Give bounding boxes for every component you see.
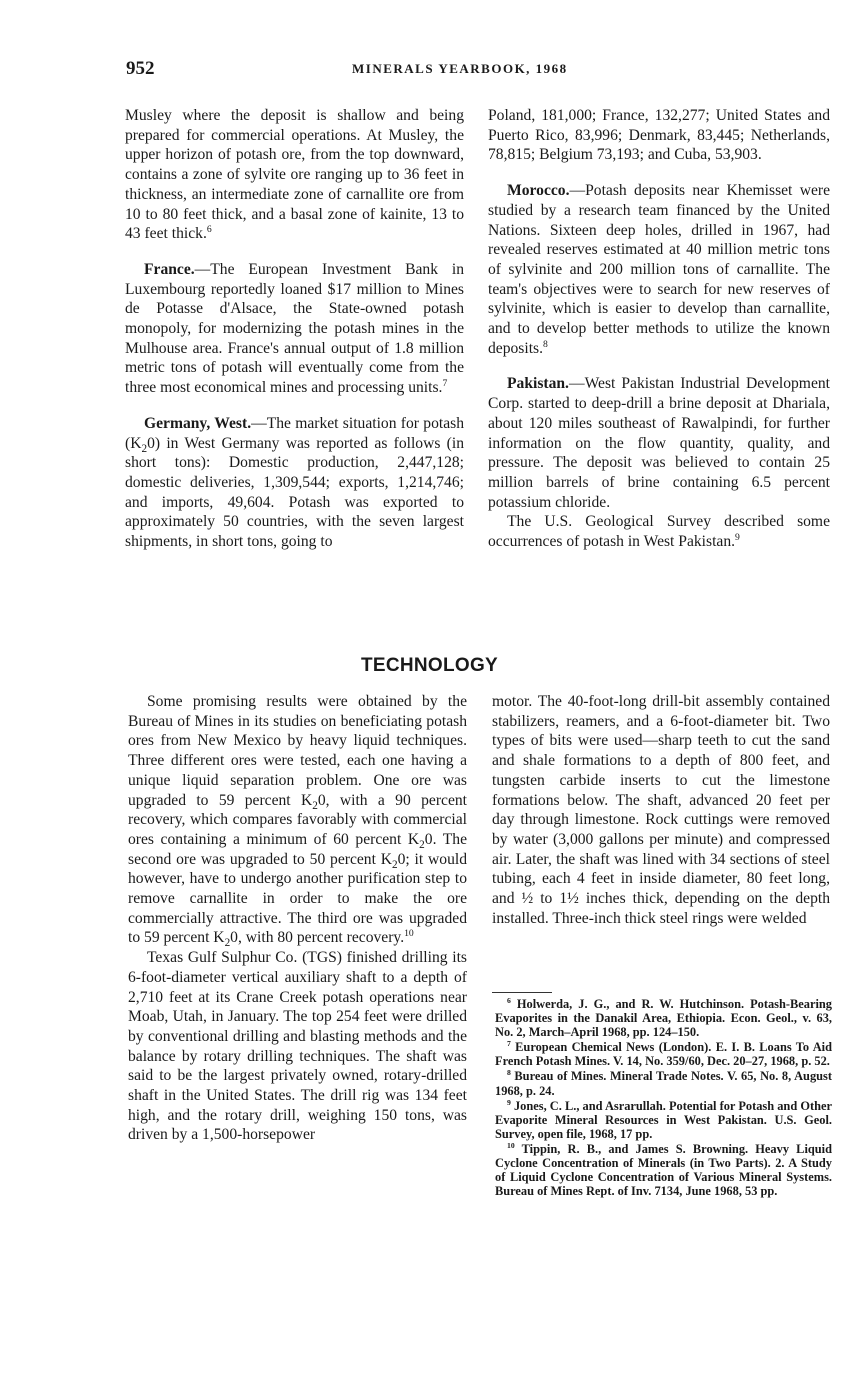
running-head: MINERALS YEARBOOK, 1968 (352, 61, 568, 76)
footnote-text: Tippin, R. B., and James S. Browning. Heavy Liquid Cyclone Concentration of Minerals (in Two Parts). 2. A Study of Liquid Cyclone Concentration of Various Mineral Systems. Bureau of Mines Rept. of Inv. 7134, June 1968, 53 pp. (495, 1141, 833, 1199)
footnote (495, 1142, 832, 1198)
country-heading-morocco: Morocco. (507, 182, 570, 200)
paragraph-continued: Poland, 181,000; France, 132,277; United States and Puerto Rico, 83,996; Denmark, 83,445; Netherlands, 78,815; Belgium 73,193; and Cuba, 53,903. (488, 107, 830, 164)
subscript: 2 (224, 937, 231, 950)
footnote-number: 6 (507, 995, 511, 1005)
footnote-number: 9 (507, 1097, 511, 1107)
paragraph-text: —Potash deposits near Khemisset were studied by a research team financed by the United Nations. Sixteen deep holes, drilled in 1967, had revealed reserves estimated at 40 million metric tons of sylvinite and 200 million tons of carnallite. The team's objectives were to search for new reserves of sylvinite, which is easier to develop than carnallite, and to develop better methods to utilize the known deposits. (488, 182, 830, 357)
paragraph-usgs (488, 512, 830, 551)
footnote-number: 10 (507, 1140, 515, 1150)
footnote (495, 1069, 832, 1097)
footnote-text: Bureau of Mines. Mineral Trade Notes. V. 65, No. 8, August 1968, p. 24. (495, 1069, 832, 1098)
paragraph-tgs: Texas Gulf Sulphur Co. (TGS) finished drilling its 6-foot-diameter vertical auxiliary shaft to a depth of 2,710 feet at its Crane Creek potash operations near Moab, Utah, in January. The top 254 feet were drilled by conventional drilling and blasting methods and the balance by rotary drilling techniques. The shaft was said to be the largest privately owned, rotary-drilled shaft in the United States. The drill rig was 134 feet high, and the rotary drill, weighing 150 tons, was driven by a 1,500-horsepower (128, 949, 467, 1144)
paragraph-text: 0; it would however, have to undergo another purification step to remove carnallite in order to make the ore commercially attractive. The third ore was upgraded to 59 percent K (128, 850, 468, 947)
footnote-ref: 10 (404, 928, 414, 940)
footnote (495, 997, 832, 1039)
paragraph-text: Some promising results were obtained by the Bureau of Mines in its studies on beneficiating potash ores from New Mexico by heavy liquid techniques. Three different ores were tested, each one having a unique liquid separation problem. One ore was upgraded to 59 percent K (128, 693, 467, 809)
footnote-ref: 6 (206, 224, 212, 236)
page-number: 952 (126, 58, 155, 79)
subscript: 2 (392, 858, 398, 871)
country-heading-pakistan: Pakistan. (507, 375, 569, 393)
paragraph-musley (125, 106, 464, 244)
footnote-number: 8 (507, 1068, 511, 1078)
paragraph-text: Musley where the deposit is shallow and being prepared for commercial operations. At Musley, the upper horizon of potash ore, from the top downward, contains a zone of sylvite ore ranging up to 36 feet in thickness, an intermediate zone of carnallite ore from 10 to 80 feet thick, and a basal zone of kainite, 13 to 43 feet thick. (125, 107, 464, 243)
footnote-text: Holwerda, J. G., and R. W. Hutchinson. Potash-Bearing Evaporites in the Danakil Area, Ethiopia. Econ. Geol., v. 63, No. 2, March–April 1968, pp. 124–150. (495, 997, 832, 1040)
paragraph-text: —West Pakistan Industrial Development Corp. started to deep-drill a brine deposit at Dhariala, about 120 miles southeast of Rawalpindi, for further information on the flow quantity, quality, and pressure. The deposit was believed to contain 25 million barrels of brine containing 6.5 percent potassium chloride. (488, 375, 830, 511)
subscript: 2 (312, 799, 318, 812)
paragraph-pakistan (488, 374, 830, 512)
paragraph-text: 0, with 80 percent recovery. (230, 929, 405, 947)
footnote-ref: 8 (543, 338, 548, 350)
country-heading-germany: Germany, West. (144, 414, 252, 432)
column-upper-left (125, 106, 464, 552)
footnotes (495, 997, 832, 1199)
paragraph-text: The U.S. Geological Survey described some occurrences of potash in West Pakistan. (488, 513, 830, 551)
footnote-text: European Chemical News (London). E. I. B. Loans To Aid French Potash Mines. V. 14, No. 359/60, Dec. 20–27, 1968, p. 52. (495, 1040, 832, 1069)
paragraph-france (125, 260, 464, 398)
paragraph-germany (125, 414, 464, 552)
footnote (495, 1040, 832, 1068)
paragraph-morocco (488, 181, 830, 358)
paragraph-text: 0. The second ore was upgraded to 50 percent K (128, 830, 468, 868)
column-lower-right (492, 692, 830, 928)
footnote-ref: 7 (442, 377, 448, 389)
subscript: 2 (141, 442, 148, 455)
paragraph-text: 0) in West Germany was reported as follows (in short tons): Domestic production, 2,447,128; domestic deliveries, 1,309,544; exports, 1,214,746; and imports, 49,604. Potash was exported to approximately 50 countries, with the seven largest shipments, in short tons, going to (125, 434, 464, 551)
paragraph-bureau-of-mines (128, 692, 467, 948)
paragraph-drill-continued: motor. The 40-foot-long drill-bit assembly contained stabilizers, reamers, and a 6-foot-diameter bit. Two types of bits were used—sharp teeth to cut the sand and shale formations to a depth of 800 feet, and tungsten carbide inserts to cut the limestone formations below. The shaft, advanced 20 feet per day through limestone. Rock cuttings were removed by water (3,000 gallons per minute) and compressed air. Later, the shaft was lined with 34 sections of steel tubing, each 4 feet in inside diameter, 80 feet long, and ½ to 1½ inches thick, depending on the depth installed. Three-inch thick steel rings were welded (492, 693, 830, 927)
section-heading-technology: TECHNOLOGY (360, 655, 499, 676)
paragraph-text: —The market situation for potash (K (125, 414, 464, 452)
footnote (495, 1099, 832, 1141)
country-heading-france: France. (144, 260, 195, 278)
paragraph-text: 0, with a 90 percent recovery, which compares favorably with commercial ores containing a minimum of 60 percent K (128, 791, 467, 848)
column-upper-right (488, 106, 830, 552)
footnote-number: 7 (507, 1039, 511, 1049)
footnote-ref: 9 (735, 531, 740, 543)
footnote-divider (492, 992, 552, 993)
subscript: 2 (419, 839, 425, 852)
column-lower-left (128, 692, 467, 1145)
paragraph-text: —The European Investment Bank in Luxembourg reportedly loaned $17 million to Mines de Potasse d'Alsace, the State-owned potash monopoly, for modernizing the potash mines in the Mulhouse area. France's annual output of 1.8 million metric tons of potash will eventually come from the three most economical mines and processing units. (125, 260, 464, 397)
footnote-text: Jones, C. L., and Asrarullah. Potential for Potash and Other Evaporite Mineral Resources in West Pakistan. U.S. Geol. Survey, open file, 1968, 17 pp. (495, 1098, 832, 1141)
